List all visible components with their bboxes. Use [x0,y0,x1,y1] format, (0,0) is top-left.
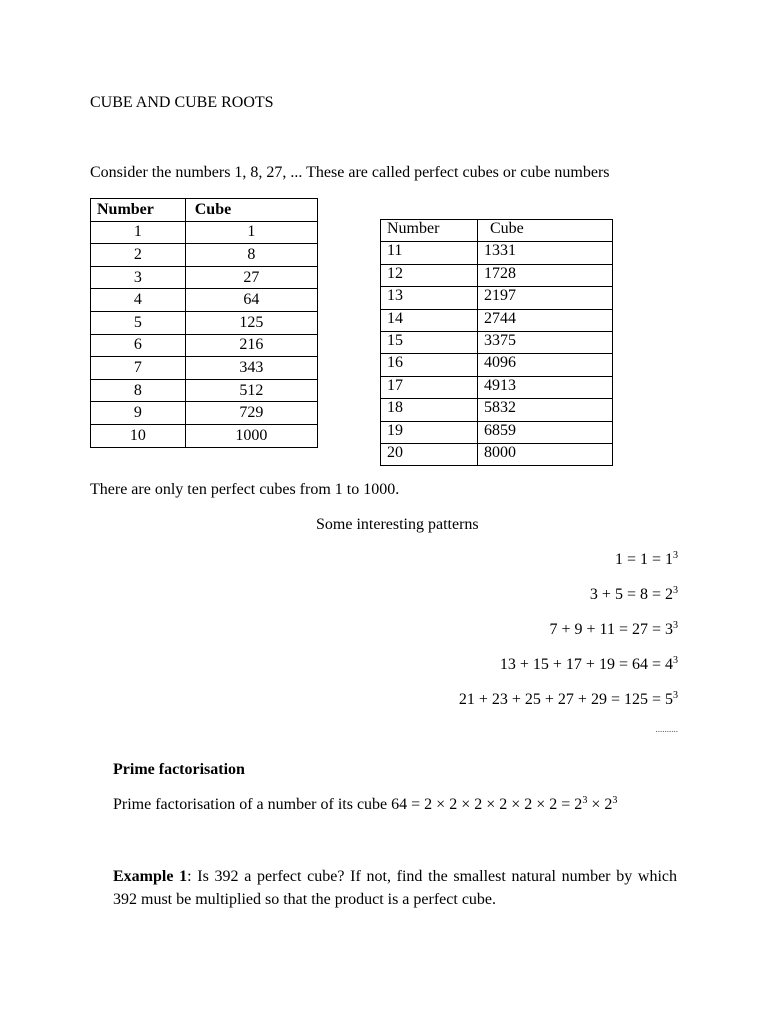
column-header-number: Number [91,199,186,222]
cell-number: 20 [381,443,478,465]
table-row [381,376,613,398]
table-header-row [381,220,613,242]
table-header-row [91,199,318,222]
prime-exponent: 3 [612,795,618,806]
cubes-table-11-20 [380,219,613,466]
cell-cube: 2744 [478,309,613,331]
table-row [91,334,318,357]
cell-number: 6 [91,334,186,357]
cell-number: 1 [91,221,186,244]
cell-cube: 1728 [478,264,613,286]
cell-cube: 3375 [478,331,613,353]
cell-number: 18 [381,399,478,421]
table-row [91,244,318,267]
example-text: : Is 392 a perfect cube? If not, find the smallest natural number by which 392 must be multiplied so that the product is a perfect cube. [113,868,677,908]
cell-cube: 1 [185,221,317,244]
cell-cube: 4096 [478,354,613,376]
cell-cube: 343 [185,357,317,380]
table-row [381,399,613,421]
prime-expression-tail: × 2 [587,796,613,813]
table-row [91,402,318,425]
cell-cube: 1331 [478,242,613,264]
table-row [381,421,613,443]
table-row [381,354,613,376]
cell-number: 17 [381,376,478,398]
cell-number: 3 [91,266,186,289]
cell-number: 10 [91,424,186,447]
cell-cube: 27 [185,266,317,289]
table-row [381,264,613,286]
pattern-exponent: 3 [673,690,678,701]
pattern-expression: 21 + 23 + 25 + 27 + 29 = 125 = 5 [458,691,673,708]
cell-number: 8 [91,379,186,402]
cell-number: 2 [91,244,186,267]
ten-cubes-note: There are only ten perfect cubes from 1 to 1000. [90,481,400,498]
patterns-heading: Some interesting patterns [316,516,479,533]
pattern-exponent: 3 [673,655,678,666]
cell-cube: 5832 [478,399,613,421]
cell-cube: 1000 [185,424,317,447]
cubes-table-1-10 [90,198,318,448]
cell-cube: 125 [185,311,317,334]
cell-cube: 6859 [478,421,613,443]
column-header-cube: Cube [478,220,613,242]
column-header-number: Number [381,220,478,242]
pattern-line [500,656,678,674]
cell-number: 14 [381,309,478,331]
cell-number: 5 [91,311,186,334]
cell-cube: 4913 [478,376,613,398]
example-1-paragraph [113,865,677,911]
example-label: Example 1 [113,868,188,885]
table-row [91,266,318,289]
prime-factorisation-text [113,796,617,814]
cell-cube: 64 [185,289,317,312]
intro-text: Consider the numbers 1, 8, 27, ... These are called perfect cubes or cube numbers [90,164,610,181]
pattern-expression: 7 + 9 + 11 = 27 = 3 [549,621,673,638]
cell-cube: 8000 [478,443,613,465]
table-row [381,309,613,331]
cell-number: 16 [381,354,478,376]
prime-exponent: 3 [582,795,588,806]
cell-number: 19 [381,421,478,443]
pattern-line [590,586,678,604]
cell-number: 11 [381,242,478,264]
cell-number: 7 [91,357,186,380]
pattern-exponent: 3 [673,585,678,596]
table-row [91,289,318,312]
pattern-exponent: 3 [673,550,678,561]
table-row [91,424,318,447]
pattern-ellipsis: .......... [655,724,678,734]
pattern-expression: 1 = 1 = 1 [614,551,673,568]
cell-number: 9 [91,402,186,425]
pattern-expression: 13 + 15 + 17 + 19 = 64 = 4 [499,656,673,673]
pattern-exponent: 3 [673,620,678,631]
page-title: CUBE AND CUBE ROOTS [90,94,274,111]
table-row [91,357,318,380]
pattern-line [550,621,679,639]
column-header-cube: Cube [185,199,317,222]
table-row [381,331,613,353]
cell-cube: 216 [185,334,317,357]
cell-number: 13 [381,287,478,309]
cell-cube: 2197 [478,287,613,309]
cell-number: 12 [381,264,478,286]
cell-cube: 729 [185,402,317,425]
table-row [381,443,613,465]
cell-number: 4 [91,289,186,312]
prime-factorisation-heading: Prime factorisation [113,761,245,778]
pattern-line [459,691,678,709]
table-row [381,287,613,309]
table-row [91,311,318,334]
pattern-line [615,551,678,569]
cell-number: 15 [381,331,478,353]
prime-expression: Prime factorisation of a number of its cube 64 = 2 × 2 × 2 × 2 × 2 × 2 = 2 [113,796,583,813]
table-row [91,221,318,244]
table-row [381,242,613,264]
table-row [91,379,318,402]
cell-cube: 8 [185,244,317,267]
cell-cube: 512 [185,379,317,402]
pattern-expression: 3 + 5 = 8 = 2 [589,586,673,603]
